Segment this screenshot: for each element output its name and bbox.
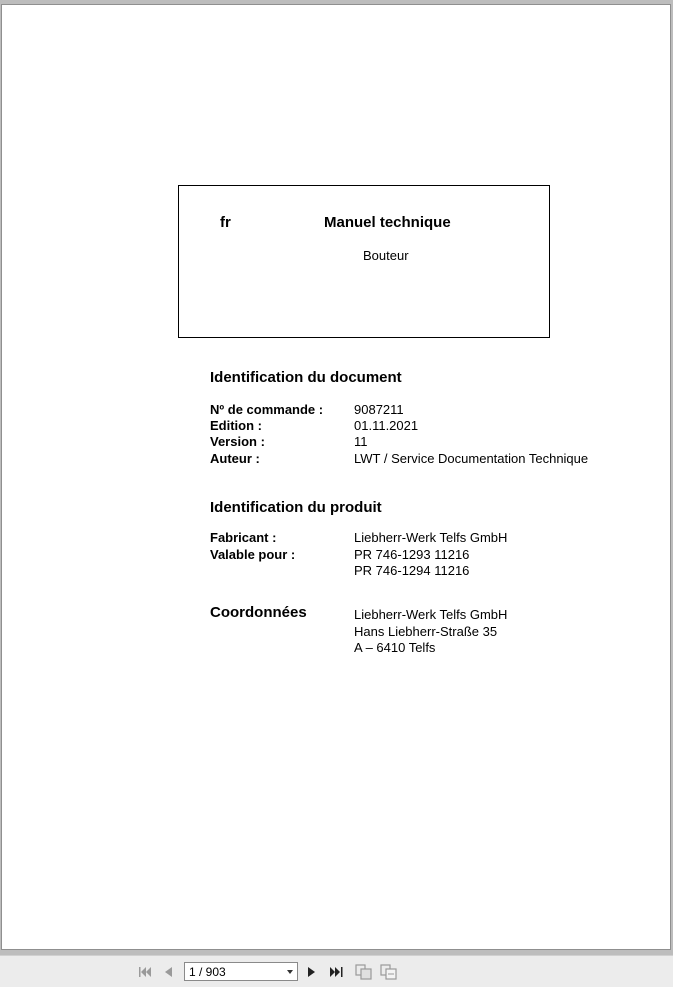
navigation-toolbar [0,955,673,987]
version-label: Version : [210,434,265,449]
document-id-heading: Identification du document [210,369,402,386]
edition-value: 01.11.2021 [354,418,419,433]
edition-label: Edition : [210,418,262,433]
page-indicator: 1 / 903 [189,965,226,979]
valid-for-label: Valable pour : [210,547,296,562]
document-title: Manuel technique [324,214,451,231]
order-number-label: Nº de commande : [210,402,324,417]
author-value: LWT / Service Documentation Technique [354,451,589,466]
next-page-icon[interactable] [306,965,318,979]
product-id-heading: Identification du produit [210,499,382,516]
contact-city: A – 6410 Telfs [354,640,436,655]
author-label: Auteur : [210,451,260,466]
order-number-value: 9087211 [354,402,404,417]
cover-title-box [178,185,550,338]
page-number-select[interactable] [184,962,298,981]
contact-heading: Coordonnées [210,604,307,621]
valid-for-value-2: PR 746-1294 11216 [354,563,470,578]
version-value: 11 [354,434,368,449]
two-page-view-icon[interactable] [380,965,398,979]
contact-street: Hans Liebherr-Straße 35 [354,623,498,639]
contact-address [354,607,507,657]
dropdown-arrow-icon [287,970,293,974]
last-page-icon[interactable] [329,965,345,979]
contact-company: Liebherr-Werk Telfs GmbH [354,607,508,622]
manufacturer-value: Liebherr-Werk Telfs GmbH [354,530,508,545]
document-subtitle: Bouteur [363,248,409,263]
single-page-view-icon[interactable] [355,965,373,979]
language-code: fr [220,214,231,231]
first-page-icon[interactable] [138,965,152,979]
previous-page-icon[interactable] [162,965,174,979]
manufacturer-label: Fabricant : [210,530,277,545]
document-page [1,4,671,950]
valid-for-value-1: PR 746-1293 11216 [354,547,470,562]
